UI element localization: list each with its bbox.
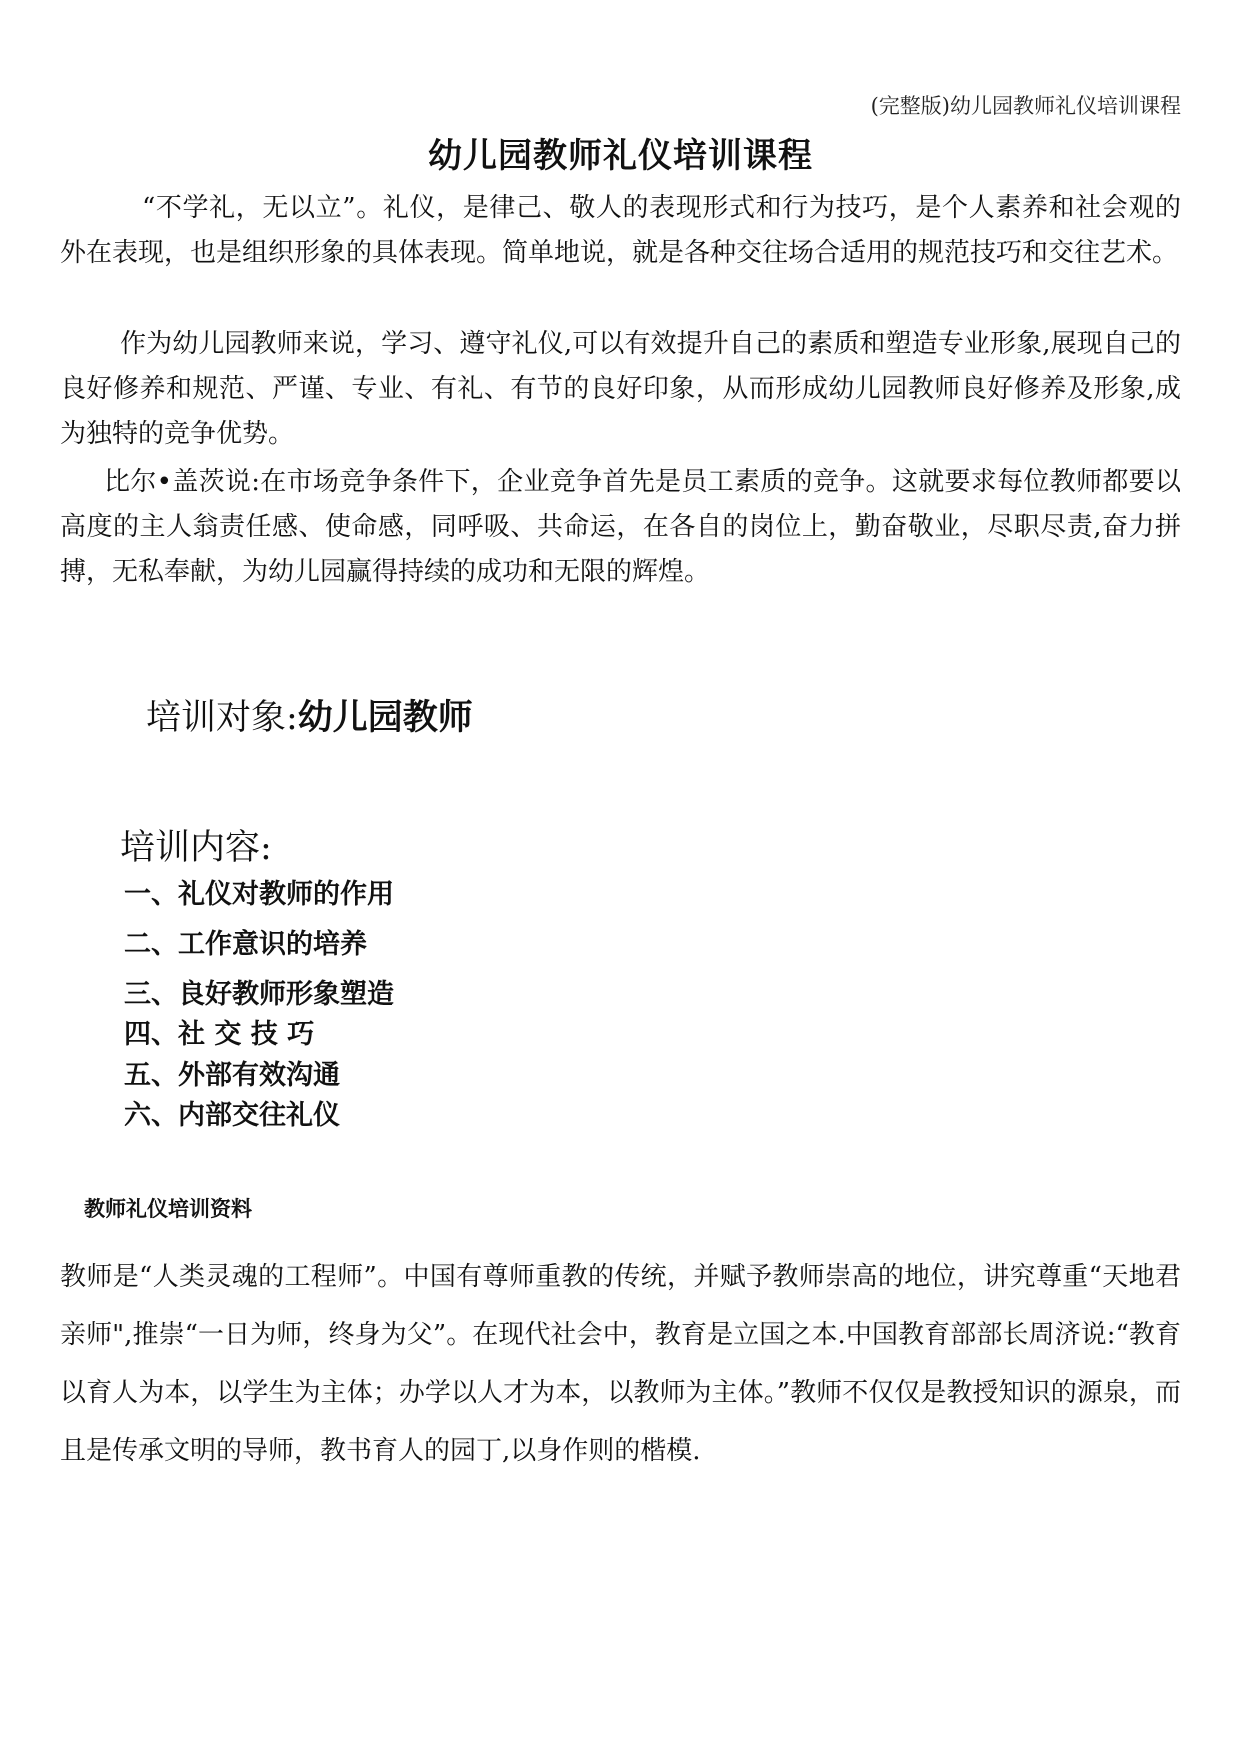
intro-paragraph-2: 作为幼儿园教师来说，学习、遵守礼仪,可以有效提升自己的素质和塑造专业形象,展现自己的良好修养和规范、严谨、专业、有礼、有节的良好印象，从而形成幼儿园教师良好修养及形象,成为独特的竞争优势。 (60, 329, 1181, 449)
training-target-value: 幼儿园教师 (297, 697, 473, 738)
content-item-1: 一、礼仪对教师的作用 (124, 879, 394, 910)
training-target-label: 培训对象: (146, 698, 298, 738)
intro-paragraph-3: 比尔•盖茨说:在市场竞争条件下，企业竞争首先是员工素质的竞争。这就要求每位教师都要以高度的主人翁责任感、使命感，同呼吸、共命运，在各自的岗位上，勤奋敬业，尽职尽责,奋力拼搏，无私奉献，为幼儿园赢得持续的成功和无限的辉煌。 (60, 467, 1181, 587)
training-content-label: 培训内容: (120, 828, 272, 868)
running-header: (完整版)幼儿园教师礼仪培训课程 (870, 94, 1181, 118)
content-item-3: 三、良好教师形象塑造 (124, 979, 394, 1010)
section-paragraph: 教师是“人类灵魂的工程师”。中国有尊师重教的传统，并赋予教师崇高的地位，讲究尊重“天地君亲师",推崇“一日为师，终身为父”。在现代社会中，教育是立国之本.中国教育部部长周济说:“教育以育人为本，以学生为主体；办学以人才为本，以教师为主体。”教师不仅仅是教授知识的源泉，而且是传承文明的导师，教书育人的园丁,以身作则的楷模. (60, 1262, 1181, 1466)
content-item-6: 六、内部交往礼仪 (124, 1100, 340, 1131)
content-item-4: 四、社 交 技 巧 (124, 1019, 315, 1050)
document-title: 幼儿园教师礼仪培训课程 (428, 136, 813, 176)
section-title: 教师礼仪培训资料 (84, 1196, 252, 1221)
content-item-5: 五、外部有效沟通 (124, 1060, 340, 1091)
training-target (146, 690, 473, 740)
content-item-2: 二、工作意识的培养 (124, 929, 367, 960)
intro-paragraph-1: “不学礼，无以立”。礼仪，是律己、敬人的表现形式和行为技巧，是个人素养和社会观的外在表现，也是组织形象的具体表现。简单地说，就是各种交往场合适用的规范技巧和交往艺术。 (60, 193, 1181, 268)
